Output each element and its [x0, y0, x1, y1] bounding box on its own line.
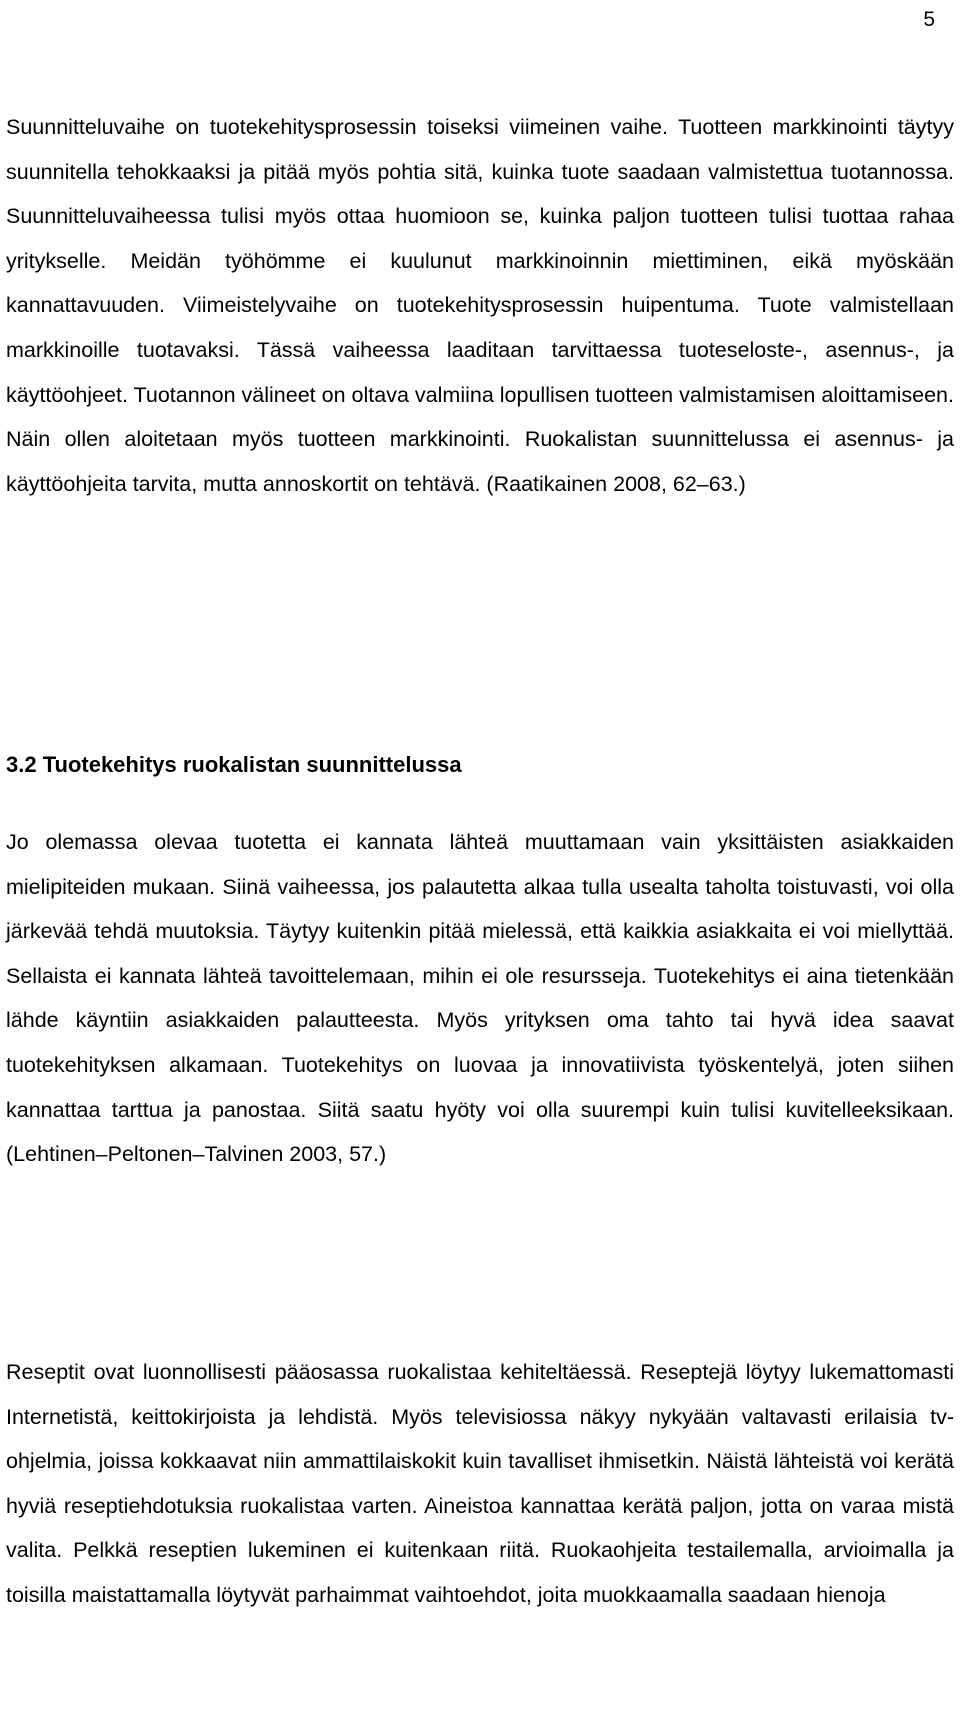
paragraph-product-development-phases: Suunnitteluvaihe on tuotekehitysprosessin toiseksi viimeinen vaihe. Tuotteen markkinointi täytyy suunnitella tehokkaaksi ja pitää myös pohtia sitä, kuinka tuote saadaan valmistettua tuotannossa. Suunnitteluvaiheessa tulisi myös ottaa huomioon se, kuinka paljon tuotteen tulisi tuottaa rahaa yritykselle. Meidän työhömme ei kuulunut markkinoinnin miettiminen, eikä myöskään kannattavuuden. Viimeistelyvaihe on tuotekehitysprosessin huipentuma. Tuote valmistellaan markkinoille tuotavaksi. Tässä vaiheessa laaditaan tarvittaessa tuoteseloste-, asennus-, ja käyttöohjeet. Tuotannon välineet on oltava valmiina lopullisen tuotteen valmistamisen aloittamiseen. Näin ollen aloitetaan myös tuotteen markkinointi. Ruokalistan suunnittelussa ei asennus- ja käyttöohjeita tarvita, mutta annoskortit on tehtävä. (Raatikainen 2008, 62–63.): [6, 115, 954, 496]
paragraph-recipes: Reseptit ovat luonnollisesti pääosassa ruokalistaa kehiteltäessä. Reseptejä löytyy lukemattomasti Internetistä, keittokirjoista ja lehdistä. Myös televisiossa näkyy nykyään valtavasti erilaisia tv-ohjelmia, joissa kokkaavat niin ammattilaiskokit kuin tavalliset ihmisetkin. Näistä lähteistä voi kerätä hyviä reseptiehdotuksia ruokalistaa varten. Aineistoa kannattaa kerätä paljon, jotta on varaa mistä valita. Pelkkä reseptien lukeminen ei kuitenkaan riitä. Ruokaohjeita testailemalla, arvioimalla ja toisilla maistattamalla löytyvät parhaimmat vaihtoehdot, joita muokkaamalla saadaan hienoja: [6, 1360, 954, 1607]
page-number: 5: [923, 8, 935, 31]
paragraph-customer-feedback: Jo olemassa olevaa tuotetta ei kannata lähteä muuttamaan vain yksittäisten asiakkaiden mielipiteiden mukaan. Siinä vaiheessa, jos palautetta alkaa tulla usealta taholta toistuvasti, voi olla järkevää tehdä muutoksia. Täytyy kuitenkin pitää mielessä, että kaikkia asiakkaita ei voi miellyttää. Sellaista ei kannata lähteä tavoittelemaan, mihin ei ole resursseja. Tuotekehitys ei aina tietenkään lähde käyntiin asiakkaiden palautteesta. Myös yrityksen oma tahto tai hyvä idea saavat tuotekehityksen alkamaan. Tuotekehitys on luovaa ja innovatiivista työskentelyä, joten siihen kannattaa tarttua ja panostaa. Siitä saatu hyöty voi olla suurempi kuin tulisi kuvitelleeksikaan. (Lehtinen–Peltonen–Talvinen 2003, 57.): [6, 830, 954, 1167]
section-heading: 3.2 Tuotekehitys ruokalistan suunnittelussa: [6, 752, 462, 777]
